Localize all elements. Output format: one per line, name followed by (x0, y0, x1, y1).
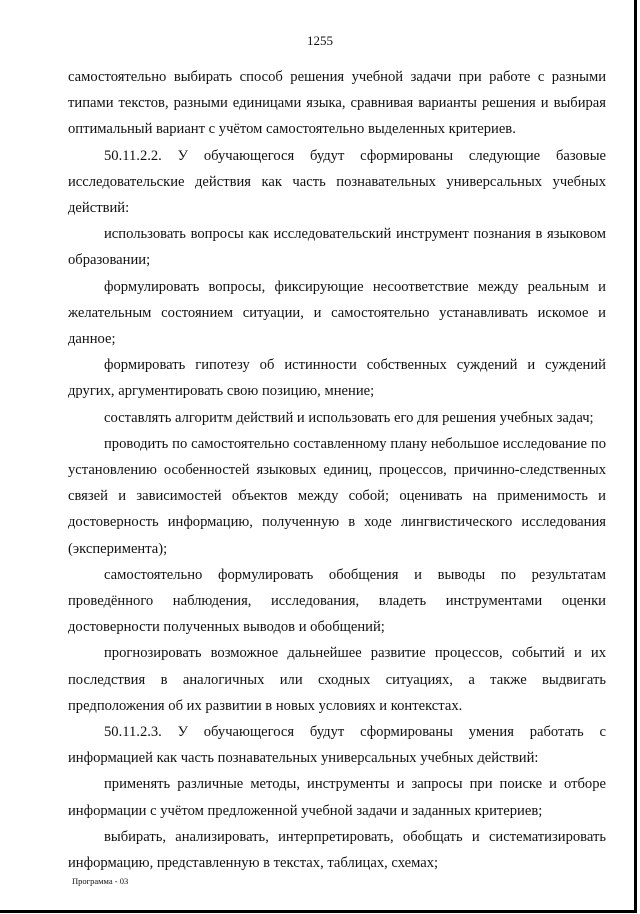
paragraph-6: составлять алгоритм действий и использовать его для решения учебных задач; (104, 409, 594, 426)
paragraph-2: 50.11.2.2. У обучающегося будут сформированы следующие базовые исследовательские действия как часть познавательных универсальных учебных действий: (68, 147, 606, 217)
paragraph-10: 50.11.2.3. У обучающегося будут сформированы умения работать с информацией как часть познавательных универсальных учебных действий: (68, 724, 606, 767)
paragraph-12: выбирать, анализировать, интерпретировать, обобщать и систематизировать информацию, представленную в текстах, таблицах, схемах; (68, 828, 606, 872)
paragraph-5: формировать гипотезу об истинности собственных суждений и суждений других, аргументировать свою позицию, мнение; (68, 357, 606, 400)
paragraph-1: самостоятельно выбирать способ решения учебной задачи при работе с разными типами текстов, разными единицами языка, сравнивая варианты решения и выбирая оптимальный вариант с учётом самостоятельно выделенных критериев. (68, 69, 606, 138)
document-body (68, 64, 606, 876)
paragraph-9: прогнозировать возможное дальнейшее развитие процессов, событий и их последствия в аналогичных или сходных ситуациях, а также выдвигать предположения об их развитии в новых условиях и контекстах. (68, 645, 606, 714)
page-number: 1255 (307, 33, 333, 48)
paragraph-3: использовать вопросы как исследовательский инструмент познания в языковом образовании; (68, 226, 606, 269)
paragraph-4: формулировать вопросы, фиксирующие несоответствие между реальным и желательным состоянием ситуации, и самостоятельно устанавливать искомое и данное; (68, 278, 606, 348)
paragraph-7: проводить по самостоятельно составленному плану небольшое исследование по установлению особенностей языковых единиц, процессов, причинно-следственных связей и зависимостей объектов между собой; оценивать на применимость и достоверность информацию, полученную в ходе лингвистического исследования (эксперимента); (68, 435, 606, 557)
paragraph-8: самостоятельно формулировать обобщения и выводы по результатам проведённого наблюдения, исследования, владеть инструментами оценки достоверности полученных выводов и обобщений; (68, 566, 606, 636)
paragraph-11: применять различные методы, инструменты и запросы при поиске и отборе информации с учётом предложенной учебной задачи и заданных критериев; (68, 776, 606, 819)
footer-program-code: Программа - 03 (72, 876, 129, 886)
